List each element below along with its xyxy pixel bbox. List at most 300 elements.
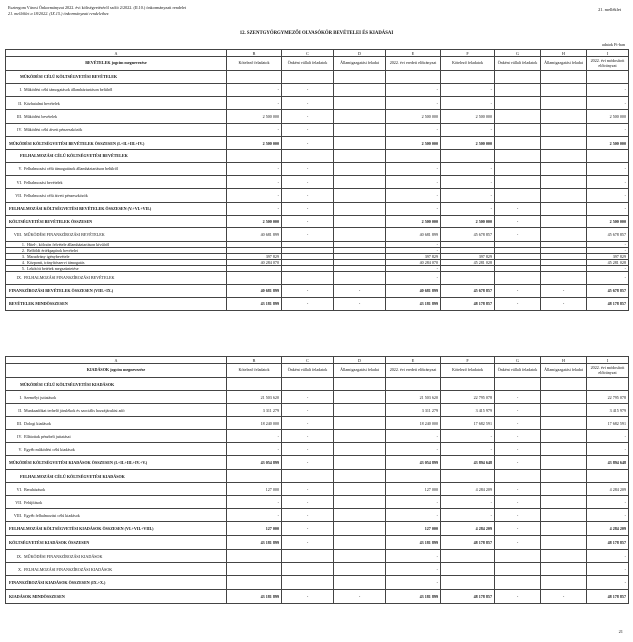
cell-f — [441, 550, 495, 563]
section-row — [6, 470, 629, 483]
col-head-name: KIADÁSOK jogcím megnevezése — [6, 364, 227, 378]
cell-g — [495, 162, 541, 175]
cell-f — [441, 71, 495, 84]
cell-i: 45 678 857 — [587, 285, 629, 298]
row-label — [6, 456, 227, 470]
cell-c: - — [282, 391, 334, 404]
table-row — [6, 496, 629, 509]
row-label-text: Egyéb működési célú kiadások — [24, 446, 75, 452]
cell-i: 2 500 000 — [587, 215, 629, 228]
cell-b: 21 503 620 — [227, 391, 282, 404]
row-label-text: FINANSZÍROZÁSI KIADÁSOK ÖSSZESEN (IX.+X.) — [9, 580, 106, 585]
cell-e: 3 311 279 — [386, 404, 441, 417]
cell-c: - — [282, 228, 334, 241]
cell-e — [386, 378, 441, 391]
cell-b: - — [227, 162, 282, 175]
cell-d — [334, 71, 386, 84]
col-letter-g: G — [495, 50, 541, 57]
cell-d — [334, 576, 386, 590]
row-label — [6, 297, 227, 310]
col-head-name: BEVÉTELEK jogcím megnevezése — [6, 57, 227, 71]
row-number: IX. — [16, 553, 22, 559]
cell-c — [282, 550, 334, 563]
row-label — [6, 404, 227, 417]
row-number: 2. — [21, 247, 25, 253]
cell-c: - — [282, 83, 334, 96]
row-number: V. — [18, 166, 22, 172]
cell-f: - — [441, 96, 495, 109]
cell-i: 397 829 — [587, 253, 629, 259]
cell-d — [334, 404, 386, 417]
cell-i: - — [587, 247, 629, 253]
cell-i — [587, 470, 629, 483]
col-head-b: Kötelező feladatok — [227, 364, 282, 378]
cell-b: 40 681 899 — [227, 228, 282, 241]
cell-g: - — [495, 430, 541, 443]
row-label — [6, 496, 227, 509]
row-label-text: KÖLTSÉGVETÉSI KIADÁSOK ÖSSZESEN — [9, 540, 90, 545]
cell-e: - — [386, 443, 441, 456]
cell-i: 43 894 648 — [587, 456, 629, 470]
revenue-table — [5, 49, 629, 311]
table-row — [6, 189, 629, 202]
cell-f: 48 178 857 — [441, 297, 495, 310]
row-label — [6, 83, 227, 96]
cell-c: - — [282, 536, 334, 550]
cell-f: 48 178 857 — [441, 536, 495, 550]
cell-e: - — [386, 162, 441, 175]
cell-h — [541, 522, 587, 536]
row-number: VIII. — [13, 232, 22, 237]
cell-f: 3 415 979 — [441, 404, 495, 417]
cell-h — [541, 110, 587, 123]
cell-g — [495, 137, 541, 150]
page-number: 21 — [618, 629, 623, 634]
cell-b: 40 284 070 — [227, 259, 282, 265]
cell-f: - — [441, 496, 495, 509]
cell-e: 127 000 — [386, 522, 441, 536]
col-letter-e: E — [386, 50, 441, 57]
cell-c: - — [282, 162, 334, 175]
cell-b — [227, 378, 282, 391]
cell-g: - — [495, 285, 541, 298]
revenue-rows — [6, 71, 629, 311]
cell-i: - — [587, 271, 629, 284]
cell-d — [334, 149, 386, 162]
row-number: I. — [19, 394, 22, 400]
cell-g: - — [495, 536, 541, 550]
cell-c: - — [282, 456, 334, 470]
cell-e: 43 054 899 — [386, 456, 441, 470]
cell-c — [282, 576, 334, 590]
cell-e — [386, 71, 441, 84]
row-label — [6, 483, 227, 496]
col-head-d: Államigazgatási feladat — [334, 57, 386, 71]
cell-c: - — [282, 483, 334, 496]
cell-g — [495, 83, 541, 96]
cell-i: - — [587, 175, 629, 188]
cell-i: - — [587, 162, 629, 175]
col-letter-i: I — [587, 50, 629, 57]
row-label — [6, 563, 227, 576]
cell-c: - — [282, 215, 334, 228]
cell-d — [334, 271, 386, 284]
cell-d — [334, 522, 386, 536]
cell-i — [587, 378, 629, 391]
section-row — [6, 71, 629, 84]
cell-g — [495, 470, 541, 483]
cell-b: 43 181 899 — [227, 297, 282, 310]
row-label-text: MŰKÖDÉSI CÉLÚ KÖLTSÉGVETÉSI KIADÁSOK — [20, 381, 115, 387]
cell-d — [334, 228, 386, 241]
cell-f: 22 795 078 — [441, 391, 495, 404]
cell-e: 127 000 — [386, 483, 441, 496]
row-label-text: FELHALMOZÁSI CÉLÚ KÖLTSÉGVETÉSI BEVÉTELEK — [20, 153, 128, 159]
cell-c — [282, 271, 334, 284]
cell-f: 4 284 209 — [441, 522, 495, 536]
cell-g: - — [495, 590, 541, 604]
total-row — [6, 297, 629, 310]
cell-h — [541, 162, 587, 175]
cell-b: - — [227, 430, 282, 443]
table-row — [6, 509, 629, 522]
col-head-b: Kötelező feladatok — [227, 57, 282, 71]
col-letter-g: G — [495, 357, 541, 364]
cell-e: 40 681 899 — [386, 285, 441, 298]
row-label-text: BEVÉTELEK MINDÖSSZESEN — [9, 301, 68, 307]
row-label — [6, 96, 227, 109]
cell-i: 4 284 209 — [587, 522, 629, 536]
cell-h — [541, 123, 587, 136]
cell-c: - — [282, 496, 334, 509]
cell-g: - — [495, 391, 541, 404]
cell-c: - — [282, 96, 334, 109]
cell-b: - — [227, 96, 282, 109]
cell-h — [541, 483, 587, 496]
cell-e: 40 681 899 — [386, 228, 441, 241]
cell-b: - — [227, 123, 282, 136]
cell-g: - — [495, 483, 541, 496]
cell-b: - — [227, 509, 282, 522]
page-title: 12. SZENTGYÖRGYMEZŐI OLVASÓKÖR BEVÉTELEI ÉS KIADÁSAI — [239, 31, 394, 36]
row-label-text: Felhalmozási bevételek — [24, 179, 63, 185]
section-row — [6, 378, 629, 391]
row-label — [6, 215, 227, 228]
cell-b: 2 500 000 — [227, 137, 282, 150]
cell-e: - — [386, 563, 441, 576]
row-label-text: KIADÁSOK MINDÖSSZESEN — [9, 594, 65, 599]
col-head-g: Önként vállalt feladatok — [495, 57, 541, 71]
cell-h — [541, 96, 587, 109]
cell-f: 43 894 648 — [441, 456, 495, 470]
row-label-text: MŰKÖDÉSI KÖLTSÉGVETÉSI BEVÉTELEK ÖSSZESEN (I.+II.+III.+IV.) — [9, 140, 145, 146]
cell-g — [495, 96, 541, 109]
cell-b: 397 829 — [227, 253, 282, 259]
row-number: III. — [16, 420, 22, 426]
col-letter-b: B — [227, 357, 282, 364]
cell-i — [587, 71, 629, 84]
cell-h — [541, 443, 587, 456]
total-row — [6, 202, 629, 215]
cell-i: - — [587, 123, 629, 136]
table-row — [6, 175, 629, 188]
cell-i: 45 678 857 — [587, 228, 629, 241]
cell-g: - — [495, 404, 541, 417]
cell-i: - — [587, 550, 629, 563]
cell-c: - — [282, 123, 334, 136]
column-header-row — [6, 57, 629, 71]
row-label — [6, 202, 227, 215]
cell-i: - — [587, 496, 629, 509]
total-row — [6, 456, 629, 470]
cell-b: - — [227, 202, 282, 215]
cell-e: - — [386, 189, 441, 202]
row-label — [6, 378, 227, 391]
cell-f: - — [441, 83, 495, 96]
row-label-text: Egyéb felhalmozási célú kiadások — [24, 512, 80, 518]
cell-d — [334, 110, 386, 123]
cell-c: - — [282, 590, 334, 604]
total-row — [6, 590, 629, 604]
cell-c — [282, 149, 334, 162]
cell-d — [334, 496, 386, 509]
cell-i: 17 682 591 — [587, 417, 629, 430]
row-label — [6, 137, 227, 150]
table-row — [6, 83, 629, 96]
row-number: VI. — [16, 179, 22, 185]
cell-e: - — [386, 271, 441, 284]
annex-label: 21. melléklet — [598, 7, 621, 12]
cell-g: - — [495, 202, 541, 215]
row-label — [6, 550, 227, 563]
cell-h — [541, 456, 587, 470]
cell-e: - — [386, 247, 441, 253]
cell-i: 48 178 857 — [587, 297, 629, 310]
cell-b — [227, 470, 282, 483]
row-number: VII. — [15, 499, 22, 505]
cell-d — [334, 536, 386, 550]
cell-f — [441, 563, 495, 576]
cell-g — [495, 110, 541, 123]
cell-i: - — [587, 83, 629, 96]
cell-d — [334, 83, 386, 96]
col-letter-i: I — [587, 357, 629, 364]
row-label — [6, 271, 227, 284]
cell-i: - — [587, 189, 629, 202]
col-letter-e: E — [386, 357, 441, 364]
col-letter-d: D — [334, 357, 386, 364]
cell-i: - — [587, 265, 629, 271]
cell-f — [441, 378, 495, 391]
cell-i: - — [587, 96, 629, 109]
row-label — [6, 417, 227, 430]
row-label-text: Felújítások — [24, 499, 43, 505]
cell-g — [495, 71, 541, 84]
row-number: IX. — [16, 275, 22, 281]
cell-f: 2 500 000 — [441, 137, 495, 150]
cell-g — [495, 189, 541, 202]
cell-h — [541, 563, 587, 576]
row-label — [6, 443, 227, 456]
row-label-text: MŰKÖDÉSI CÉLÚ KÖLTSÉGVETÉSI BEVÉTELEK — [20, 74, 118, 80]
table-row — [6, 483, 629, 496]
cell-b: 43 054 899 — [227, 456, 282, 470]
cell-c: - — [282, 285, 334, 298]
cell-g: - — [495, 228, 541, 241]
cell-b: - — [227, 443, 282, 456]
cell-c: - — [282, 430, 334, 443]
cell-d: - — [334, 285, 386, 298]
cell-e: - — [386, 550, 441, 563]
cell-f: - — [441, 509, 495, 522]
col-head-c: Önként vállalt feladatok — [282, 57, 334, 71]
cell-h — [541, 536, 587, 550]
table-row — [6, 271, 629, 284]
row-label — [6, 391, 227, 404]
row-label — [6, 162, 227, 175]
cell-d — [334, 96, 386, 109]
cell-e: - — [386, 202, 441, 215]
row-label — [6, 71, 227, 84]
row-label — [6, 576, 227, 590]
cell-e — [386, 470, 441, 483]
cell-e: - — [386, 430, 441, 443]
row-label-text: Beruházások — [24, 486, 46, 492]
row-label-text: MŰKÖDÉSI FINANSZÍROZÁSI KIADÁSOK — [24, 553, 103, 559]
cell-d — [334, 509, 386, 522]
cell-f: 45 678 857 — [441, 228, 495, 241]
table-row — [6, 417, 629, 430]
cell-f: - — [441, 162, 495, 175]
col-head-e: 2022. évi eredeti előirányzat — [386, 364, 441, 378]
cell-h — [541, 576, 587, 590]
row-number: VI. — [16, 486, 22, 492]
cell-i: - — [587, 576, 629, 590]
col-letter-f: F — [441, 50, 495, 57]
cell-f: - — [441, 189, 495, 202]
cell-c: - — [282, 404, 334, 417]
cell-g — [495, 123, 541, 136]
row-number: 4. — [21, 259, 25, 265]
cell-c — [282, 378, 334, 391]
row-label-text: Maradvány igénybevétele — [27, 253, 70, 259]
cell-i: 3 415 979 — [587, 404, 629, 417]
row-label-text: FELHALMOZÁSI FINANSZÍROZÁSI BEVÉTELEK — [24, 275, 115, 281]
total-row — [6, 522, 629, 536]
cell-d — [334, 391, 386, 404]
row-label — [6, 285, 227, 298]
total-row — [6, 285, 629, 298]
col-letter-f: F — [441, 357, 495, 364]
row-label-text: Lekötött betétek megszüntetése — [27, 265, 79, 271]
cell-g: - — [495, 443, 541, 456]
row-label — [6, 189, 227, 202]
total-row — [6, 576, 629, 590]
col-head-g: Önként vállalt feladatok — [495, 364, 541, 378]
cell-d — [334, 137, 386, 150]
cell-h: - — [541, 297, 587, 310]
column-header-row — [6, 364, 629, 378]
cell-d — [334, 563, 386, 576]
row-label-text: Dologi kiadások — [24, 420, 51, 426]
cell-e: - — [386, 496, 441, 509]
cell-h — [541, 509, 587, 522]
cell-b: - — [227, 189, 282, 202]
total-row — [6, 215, 629, 228]
cell-h — [541, 430, 587, 443]
cell-b — [227, 271, 282, 284]
cell-c: - — [282, 522, 334, 536]
cell-h — [541, 83, 587, 96]
col-letter-c: C — [282, 357, 334, 364]
col-head-h: Államigazgatási feladat — [541, 364, 587, 378]
cell-i: - — [587, 202, 629, 215]
column-letters-row — [6, 50, 629, 57]
cell-c: - — [282, 110, 334, 123]
row-label-text: Központi, irányítószervi támogatás — [27, 259, 85, 265]
cell-e: 21 503 620 — [386, 391, 441, 404]
col-letter-d: D — [334, 50, 386, 57]
cell-c: - — [282, 417, 334, 430]
row-number: V. — [18, 446, 22, 452]
cell-h — [541, 137, 587, 150]
cell-h: - — [541, 590, 587, 604]
cell-c: - — [282, 443, 334, 456]
cell-g — [495, 378, 541, 391]
table-row — [6, 563, 629, 576]
cell-b: 2 500 000 — [227, 110, 282, 123]
cell-g — [495, 563, 541, 576]
cell-b — [227, 149, 282, 162]
cell-f: 45 281 028 — [441, 259, 495, 265]
cell-g — [495, 576, 541, 590]
cell-d — [334, 189, 386, 202]
cell-b: - — [227, 496, 282, 509]
row-number: 5. — [21, 265, 25, 271]
table-row — [6, 391, 629, 404]
cell-b: - — [227, 175, 282, 188]
cell-f: - — [441, 123, 495, 136]
cell-d — [334, 430, 386, 443]
cell-f: 17 682 591 — [441, 417, 495, 430]
cell-h — [541, 149, 587, 162]
cell-e: 2 500 000 — [386, 215, 441, 228]
row-label-text: FELHALMOZÁSI CÉLÚ KÖLTSÉGVETÉSI KIADÁSOK — [20, 473, 125, 479]
cell-b: 2 500 000 — [227, 215, 282, 228]
cell-b: 3 311 279 — [227, 404, 282, 417]
cell-h — [541, 202, 587, 215]
row-label-text: Működési célú támogatások államháztartáson belülről — [24, 87, 113, 93]
row-label-text: Felhalmozási célú átvett pénzeszközök — [24, 193, 88, 199]
cell-e: - — [386, 123, 441, 136]
row-number: II. — [18, 407, 22, 413]
row-label-text: Belföldi értékpapírok bevételei — [27, 247, 78, 253]
cell-e: 43 181 899 — [386, 297, 441, 310]
row-label — [6, 110, 227, 123]
row-label-text: Munkaadókat terhelő járulékok és szociális hozzájárulási adó — [24, 407, 125, 413]
col-head-i: 2022. évi módosított előirányzat — [587, 57, 629, 71]
row-label-text: Közhatalmi bevételek — [24, 100, 60, 106]
cell-i: 48 178 857 — [587, 590, 629, 604]
row-number: 3. — [21, 253, 25, 259]
cell-h — [541, 378, 587, 391]
cell-f: 2 500 000 — [441, 215, 495, 228]
expense-table — [5, 356, 629, 604]
row-number: II. — [18, 100, 22, 106]
col-head-h: Államigazgatási feladat — [541, 57, 587, 71]
table-row — [6, 110, 629, 123]
cell-b: 43 181 899 — [227, 536, 282, 550]
